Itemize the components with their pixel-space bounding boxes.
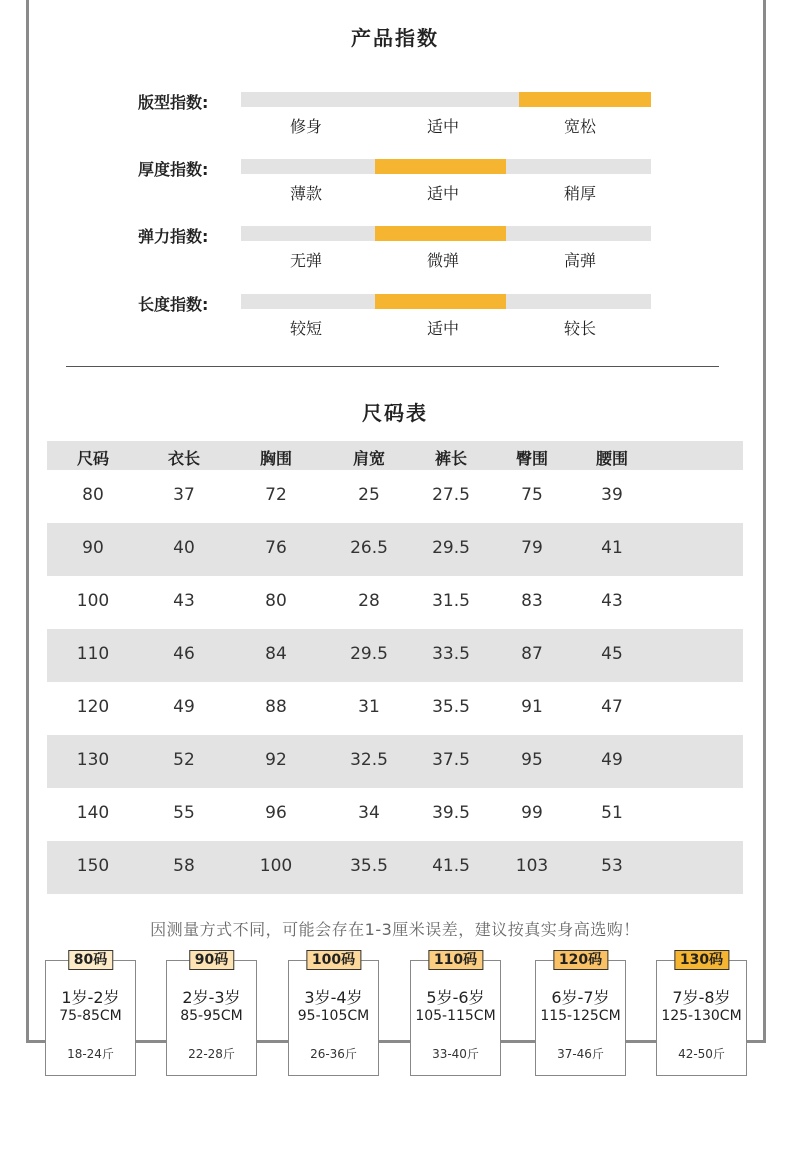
index-option: 适中: [426, 319, 459, 338]
card-weight: 33-40斤: [432, 1047, 479, 1061]
table-header-cell: 臀围: [515, 449, 548, 468]
size-table: [47, 441, 743, 894]
index-option: 无弹: [289, 251, 322, 270]
size-badge: 120码: [553, 950, 608, 970]
table-cell: 32.5: [350, 750, 388, 770]
index-bar-highlight: [375, 226, 506, 241]
card-age: 5岁-6岁: [426, 988, 485, 1007]
table-cell: 55: [173, 803, 195, 823]
index-row: [0, 90, 790, 150]
index-option: 适中: [426, 184, 459, 203]
card-height: 75-85CM: [59, 1008, 122, 1024]
table-cell: 26.5: [350, 538, 388, 558]
table-cell: 95: [521, 750, 543, 770]
index-option: 薄款: [289, 184, 322, 203]
index-bar: [241, 159, 651, 174]
measurement-note: 因测量方式不同，可能会存在1-3厘米误差，建议按真实身高选购！: [150, 920, 640, 939]
table-cell: 80: [82, 485, 104, 505]
card-age: 6岁-7岁: [551, 988, 610, 1007]
table-cell: 76: [265, 538, 287, 558]
card-height: 125-130CM: [661, 1008, 742, 1024]
card-age: 1岁-2岁: [61, 988, 120, 1007]
table-cell: 140: [76, 803, 110, 823]
frame-bottom-border: [26, 1040, 766, 1043]
table-cell: 43: [173, 591, 195, 611]
table-cell: 75: [521, 485, 543, 505]
size-badge: 110码: [428, 950, 483, 970]
card-age: 3岁-4岁: [304, 988, 363, 1007]
size-card: [535, 952, 626, 1076]
table-cell: 100: [76, 591, 110, 611]
table-cell: 87: [521, 644, 543, 664]
size-card: [288, 952, 379, 1076]
card-age: 2岁-3岁: [182, 988, 241, 1007]
size-badge: 100码: [306, 950, 361, 970]
size-card: [410, 952, 501, 1076]
card-weight: 18-24斤: [67, 1047, 114, 1061]
index-option: 较长: [563, 319, 596, 338]
size-table-header: [47, 441, 743, 470]
table-cell: 90: [82, 538, 104, 558]
card-height: 105-115CM: [415, 1008, 496, 1024]
table-cell: 39.5: [432, 803, 470, 823]
section-divider: [66, 366, 719, 367]
table-cell: 84: [265, 644, 287, 664]
table-cell: 96: [265, 803, 287, 823]
table-row: [47, 576, 743, 629]
table-header-cell: 衣长: [167, 449, 200, 468]
size-badge: 130码: [674, 950, 729, 970]
size-chart-title: 尺码表: [362, 401, 428, 425]
index-bar: [241, 92, 651, 107]
table-cell: 47: [601, 697, 623, 717]
index-bar: [241, 226, 651, 241]
size-badge: 80码: [68, 950, 113, 970]
table-row: [47, 735, 743, 788]
table-cell: 72: [265, 485, 287, 505]
table-row: [47, 629, 743, 682]
card-height: 95-105CM: [297, 1008, 370, 1024]
table-cell: 45: [601, 644, 623, 664]
index-bar: [241, 294, 651, 309]
table-cell: 46: [173, 644, 195, 664]
table-cell: 120: [76, 697, 110, 717]
table-header-cell: 胸围: [259, 449, 292, 468]
table-cell: 37: [173, 485, 195, 505]
table-cell: 35.5: [432, 697, 470, 717]
card-weight: 42-50斤: [678, 1047, 725, 1061]
product-index-title: 产品指数: [351, 26, 439, 50]
table-cell: 49: [601, 750, 623, 770]
size-badge: 90码: [189, 950, 234, 970]
table-row: [47, 682, 743, 735]
table-row: [47, 523, 743, 576]
table-cell: 83: [521, 591, 543, 611]
index-option: 稍厚: [563, 184, 596, 203]
table-cell: 41: [601, 538, 623, 558]
size-card: [166, 952, 257, 1076]
table-cell: 58: [173, 856, 195, 876]
table-cell: 37.5: [432, 750, 470, 770]
table-cell: 27.5: [432, 485, 470, 505]
table-header-cell: 裤长: [434, 449, 467, 468]
index-option: 高弹: [563, 251, 596, 270]
table-cell: 103: [515, 856, 549, 876]
table-cell: 110: [76, 644, 110, 664]
index-row: [0, 224, 790, 284]
table-cell: 33.5: [432, 644, 470, 664]
table-cell: 92: [265, 750, 287, 770]
table-header-cell: 尺码: [76, 449, 109, 468]
table-row: [47, 841, 743, 894]
index-bar-highlight: [375, 294, 506, 309]
index-option: 修身: [289, 117, 322, 136]
table-header-cell: 肩宽: [352, 449, 385, 468]
table-cell: 51: [601, 803, 623, 823]
table-cell: 25: [358, 485, 380, 505]
index-label: 弹力指数:: [138, 227, 209, 246]
table-cell: 79: [521, 538, 543, 558]
table-cell: 31.5: [432, 591, 470, 611]
table-cell: 130: [76, 750, 110, 770]
table-header-cell: 腰围: [595, 449, 628, 468]
card-height: 85-95CM: [180, 1008, 243, 1024]
table-cell: 88: [265, 697, 287, 717]
index-option: 较短: [289, 319, 322, 338]
table-cell: 41.5: [432, 856, 470, 876]
table-row: [47, 788, 743, 841]
table-cell: 34: [358, 803, 380, 823]
size-card: [656, 952, 747, 1076]
index-row: [0, 157, 790, 217]
size-card: [45, 952, 136, 1076]
table-cell: 40: [173, 538, 195, 558]
card-weight: 37-46斤: [557, 1047, 604, 1061]
table-cell: 35.5: [350, 856, 388, 876]
table-cell: 100: [259, 856, 293, 876]
table-cell: 39: [601, 485, 623, 505]
index-label: 版型指数:: [138, 93, 209, 112]
index-row: [0, 292, 790, 352]
index-label: 厚度指数:: [138, 160, 209, 179]
table-cell: 53: [601, 856, 623, 876]
table-row: [47, 470, 743, 523]
table-cell: 52: [173, 750, 195, 770]
index-bar-highlight: [375, 159, 506, 174]
size-table-body: [47, 470, 743, 894]
card-age: 7岁-8岁: [672, 988, 731, 1007]
table-cell: 31: [358, 697, 380, 717]
index-option: 微弹: [426, 251, 459, 270]
table-cell: 28: [358, 591, 380, 611]
table-cell: 80: [265, 591, 287, 611]
card-weight: 26-36斤: [310, 1047, 357, 1061]
table-cell: 29.5: [432, 538, 470, 558]
card-height: 115-125CM: [540, 1008, 621, 1024]
table-cell: 43: [601, 591, 623, 611]
index-option: 宽松: [563, 117, 596, 136]
table-cell: 91: [521, 697, 543, 717]
table-cell: 150: [76, 856, 110, 876]
index-option: 适中: [426, 117, 459, 136]
table-cell: 49: [173, 697, 195, 717]
index-label: 长度指数:: [138, 295, 209, 314]
card-weight: 22-28斤: [188, 1047, 235, 1061]
index-bar-highlight: [519, 92, 651, 107]
table-cell: 99: [521, 803, 543, 823]
table-cell: 29.5: [350, 644, 388, 664]
